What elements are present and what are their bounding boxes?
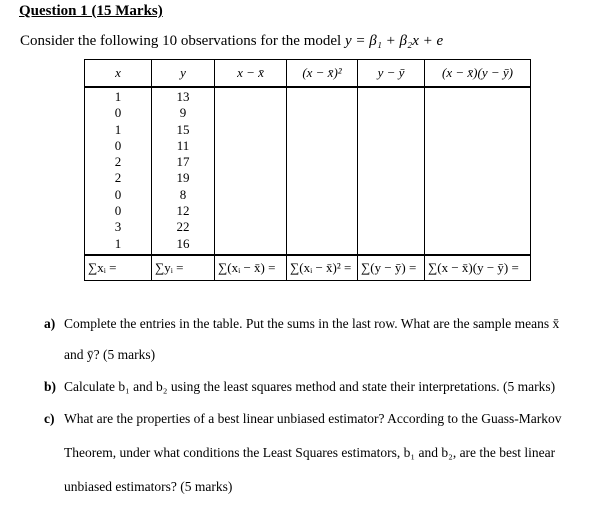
question-b <box>44 379 555 395</box>
x-value-5: 2 <box>114 154 122 170</box>
model-equation: y = β₁ + β₂x + e <box>344 33 444 49</box>
y-dev-column[interactable] <box>358 87 425 255</box>
x-dev-sq-column[interactable] <box>287 87 358 255</box>
question-title: Question 1 (15 Marks) <box>19 3 163 19</box>
table-data-row <box>85 87 531 255</box>
question-b-line-1: Calculate b₁ and b₂ using the least squares method and state their interpretations. (5 marks) <box>64 379 556 394</box>
x-value-7: 0 <box>114 186 122 202</box>
x-column <box>85 87 152 255</box>
question-a-line-2: and ȳ? (5 marks) <box>64 347 156 362</box>
sum-y[interactable]: ∑yᵢ = <box>152 255 215 281</box>
sum-x-dev-sq[interactable]: ∑(xᵢ − x̄)² = <box>287 255 358 281</box>
header-x-dev: x − x̄ <box>215 60 287 88</box>
x-value-3: 1 <box>114 121 122 137</box>
question-a-line-1: Complete the entries in the table. Put the sums in the last row. What are the sample means x̄ <box>64 316 560 331</box>
question-c-line-3: unbiased estimators? (5 marks) <box>64 479 233 494</box>
y-value-2: 9 <box>179 105 187 121</box>
header-y-dev: y − ȳ <box>358 60 425 88</box>
table-sums-row <box>85 255 531 281</box>
x-dev-column[interactable] <box>215 87 287 255</box>
y-values <box>152 88 214 252</box>
header-y: y <box>152 60 215 88</box>
x-value-4: 0 <box>114 137 122 153</box>
x-value-8: 0 <box>114 203 122 219</box>
y-value-7: 8 <box>179 186 187 202</box>
question-c-line-2: Theorem, under what conditions the Least Squares estimators, b₁ and b₂, are the best linear <box>64 445 556 460</box>
question-b-letter: b) <box>44 379 57 394</box>
intro-text <box>20 33 443 50</box>
question-c-letter: c) <box>44 411 55 426</box>
y-value-4: 11 <box>176 137 190 153</box>
x-value-2: 0 <box>114 105 122 121</box>
y-value-3: 15 <box>176 121 190 137</box>
header-cross-product: (x − x̄)(y − ȳ) <box>425 60 531 88</box>
y-value-5: 17 <box>176 154 190 170</box>
intro-sentence: Consider the following 10 observations for the model <box>20 33 342 49</box>
x-value-10: 1 <box>114 235 122 251</box>
header-x-dev-sq: (x − x̄)² <box>287 60 358 88</box>
x-values <box>85 88 151 252</box>
sum-y-dev[interactable]: ∑(y − ȳ) = <box>358 255 425 281</box>
y-value-6: 19 <box>176 170 190 186</box>
y-value-9: 22 <box>176 219 190 235</box>
question-c-line-1: What are the properties of a best linear unbiased estimator? According to the Guass-Markov <box>64 411 562 426</box>
table-header-row <box>85 60 531 88</box>
sum-x-dev[interactable]: ∑(xᵢ − x̄) = <box>215 255 287 281</box>
y-value-10: 16 <box>176 235 190 251</box>
header-x: x <box>85 60 152 88</box>
question-c <box>44 411 561 427</box>
sum-cross-product[interactable]: ∑(x − x̄)(y − ȳ) = <box>425 255 531 281</box>
observations-table <box>84 59 531 281</box>
x-value-1: 1 <box>114 89 122 104</box>
cross-product-column[interactable] <box>425 87 531 255</box>
sum-x[interactable]: ∑xᵢ = <box>85 255 152 281</box>
y-value-8: 12 <box>176 203 190 219</box>
x-value-6: 2 <box>114 170 122 186</box>
y-column <box>152 87 215 255</box>
question-a-letter: a) <box>44 316 56 331</box>
question-a <box>44 316 559 332</box>
y-value-1: 13 <box>176 89 190 104</box>
x-value-9: 3 <box>114 219 122 235</box>
